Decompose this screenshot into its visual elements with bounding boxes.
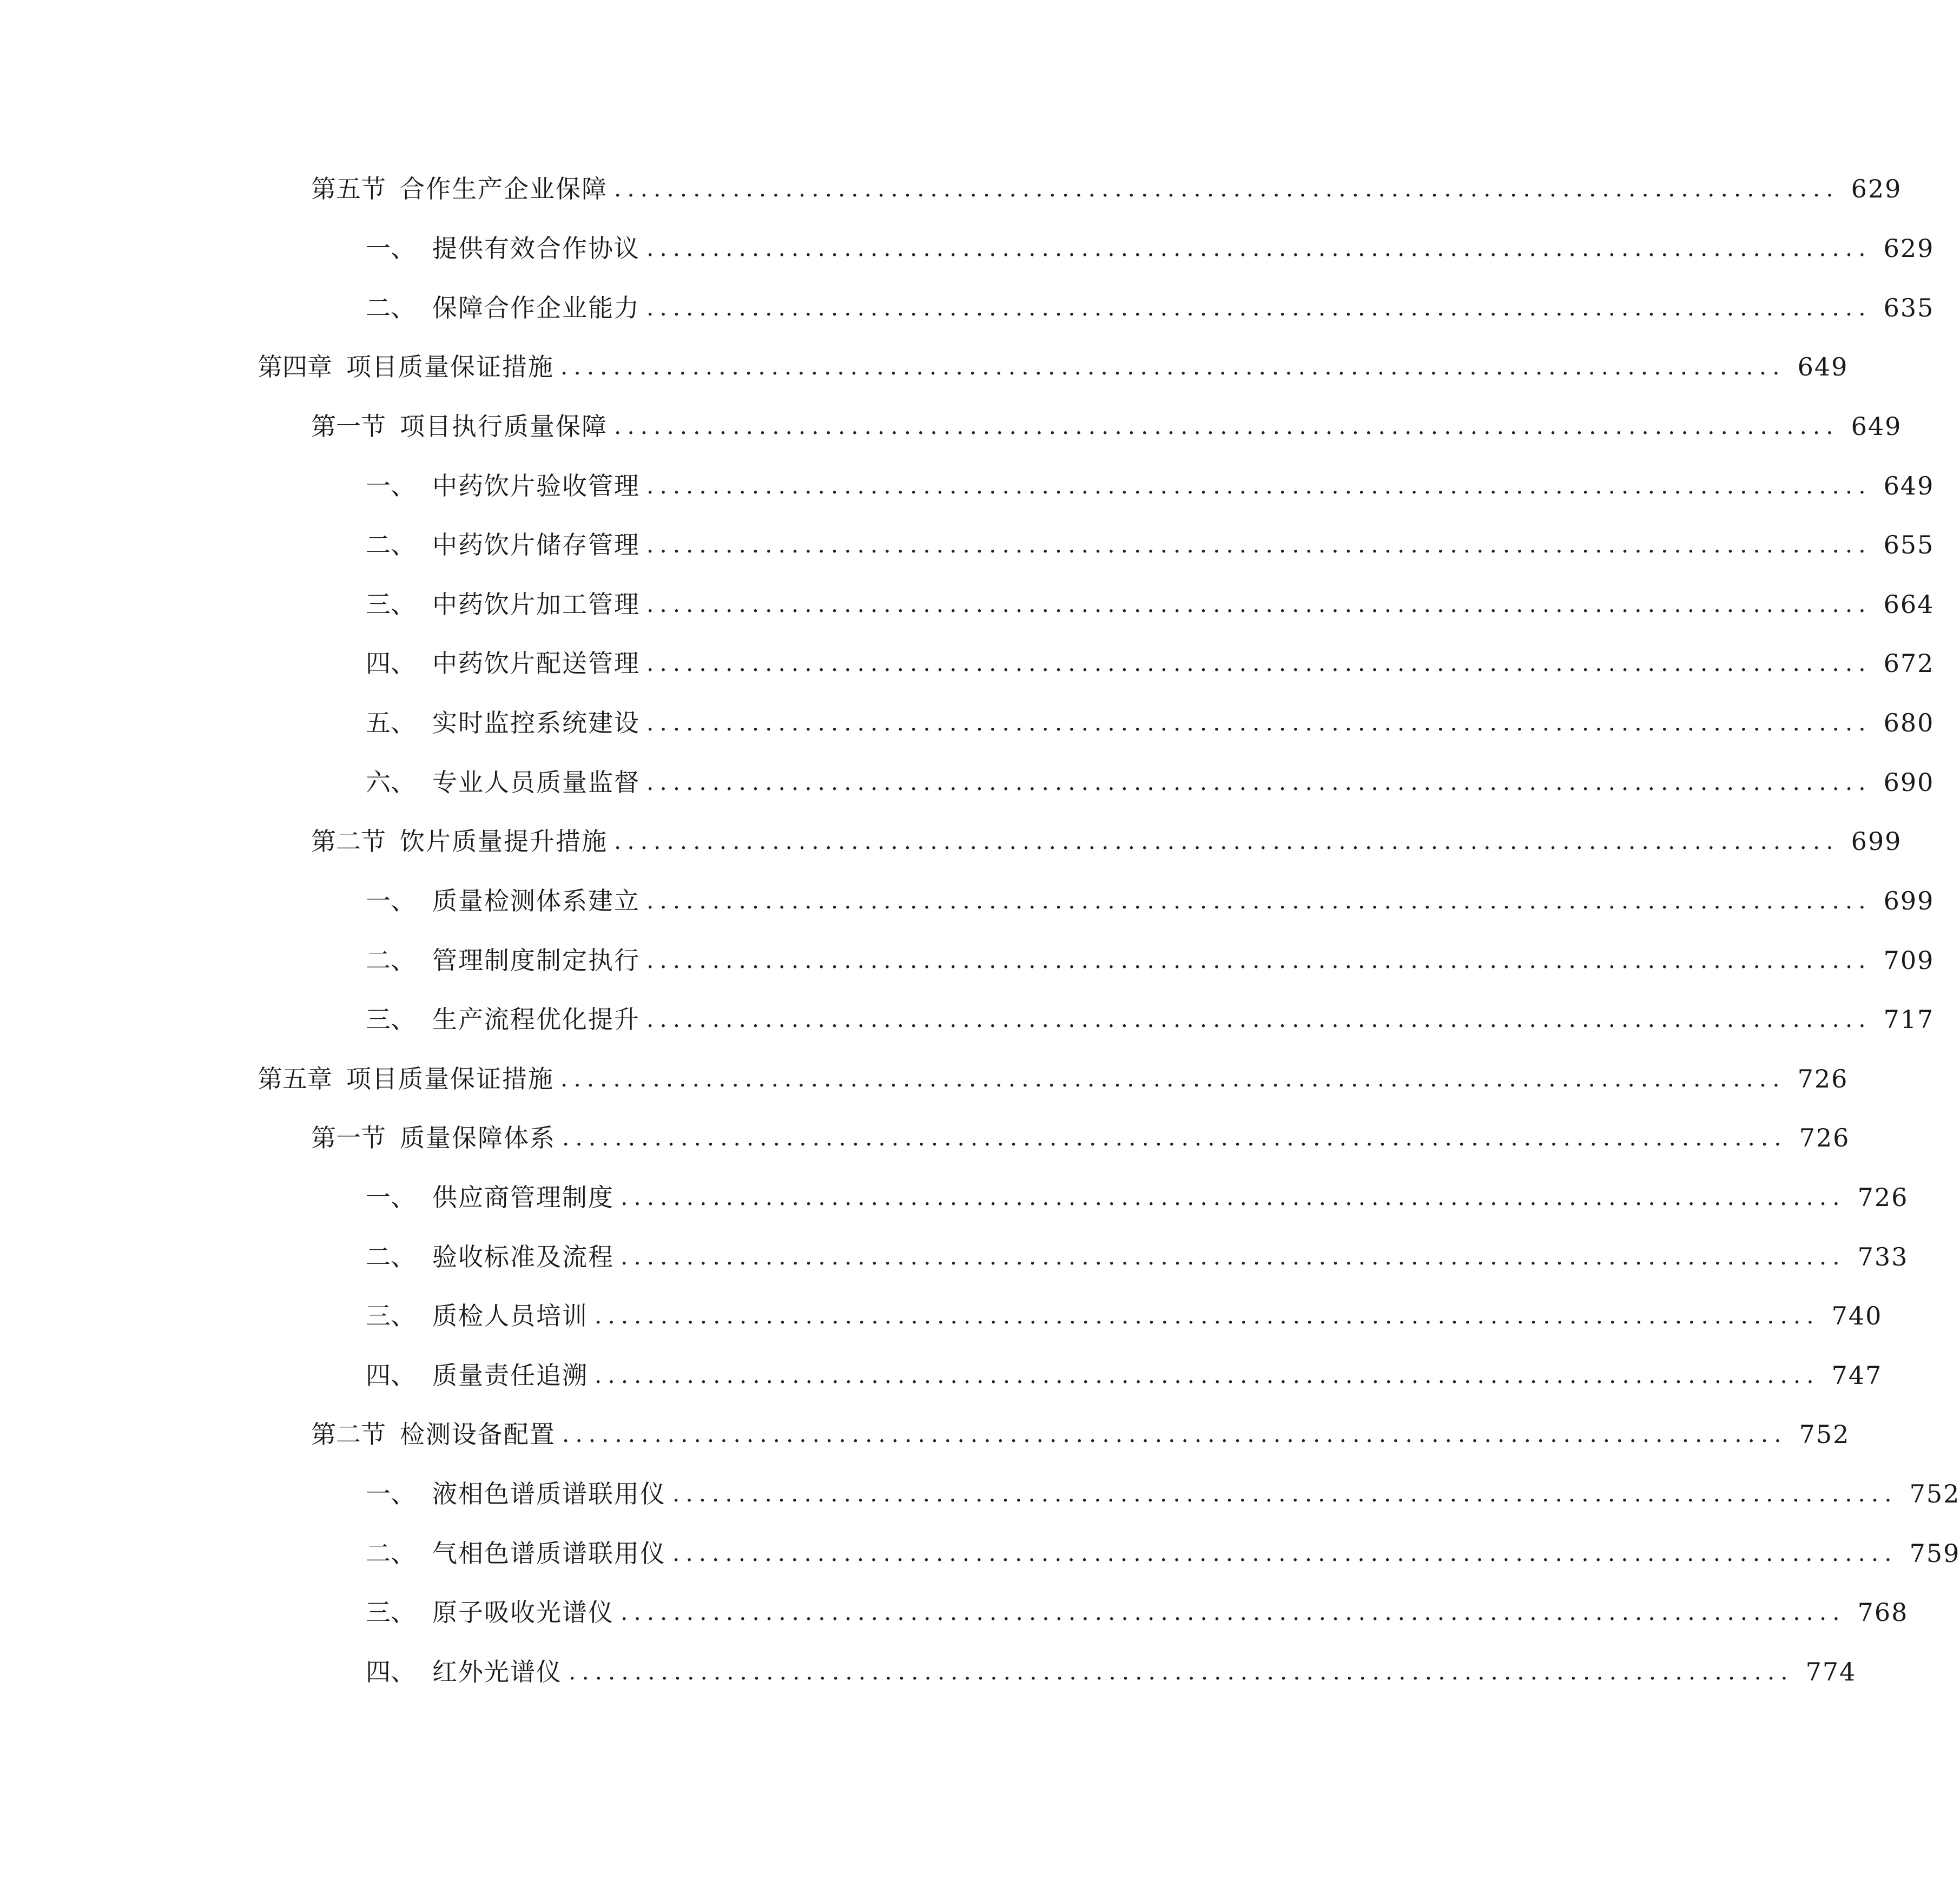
toc-entry-title: 质量责任追溯 [432,1361,588,1390]
toc-entry-title: 管理制度制定执行 [432,946,640,975]
dot-leader: ............................................................................................. [646,887,1872,914]
toc-entry-title: 验收标准及流程 [432,1242,614,1271]
toc-entry-title: 合作生产企业保障 [400,174,608,203]
toc-entry-title: 提供有效合作协议 [432,234,640,263]
dot-leader: ............................................................................................. [595,1302,1820,1329]
toc-entry-number: 一、 [366,471,415,500]
toc-entry-number: 第五章 [258,1064,332,1093]
toc-entry-number: 二、 [366,946,415,975]
dot-leader: ............................................................................................. [672,1480,1898,1507]
dot-leader: ............................................................................................. [646,531,1872,558]
toc-entry-page: 759 [1909,1539,1960,1568]
toc-entry-item[interactable] [366,1235,1909,1278]
toc-entry-page: 768 [1857,1598,1909,1627]
toc-entry-number: 二、 [366,530,415,559]
toc-entry-item[interactable] [366,1176,1909,1219]
toc-entry-page: 747 [1831,1361,1883,1390]
dot-leader: ............................................................................................. [621,1599,1846,1625]
toc-entry-item[interactable] [366,1650,1857,1693]
toc-entry-item[interactable] [366,998,1935,1041]
toc-entry-item[interactable] [366,701,1935,744]
toc-entry-page: 635 [1883,293,1935,322]
toc-entry-page: 629 [1851,174,1902,203]
toc-entry-section[interactable] [311,1116,1850,1159]
dot-leader: ............................................................................................. [646,591,1872,617]
dot-leader: ............................................................................................. [646,709,1872,736]
toc-entry-title: 项目质量保证措施 [346,1064,554,1093]
toc-entry-number: 六、 [366,768,415,797]
toc-entry-title: 生产流程优化提升 [432,1005,640,1034]
toc-entry-title: 中药饮片配送管理 [432,649,640,678]
toc-entry-section[interactable] [311,820,1902,863]
toc-entry-chapter[interactable] [258,1057,1849,1100]
toc-entry-page: 752 [1799,1420,1850,1449]
toc-entry-number: 五、 [366,708,415,737]
toc-entry-number: 三、 [366,1301,415,1330]
toc-entry-page: 740 [1831,1301,1883,1330]
toc-entry-number: 第一节 [311,1123,386,1152]
toc-entry-page: 717 [1883,1005,1935,1034]
toc-entry-number: 一、 [366,1479,415,1508]
dot-leader: ............................................................................................. [614,175,1839,202]
toc-entry-number: 第一节 [311,412,386,441]
toc-entry-page: 649 [1797,352,1849,381]
toc-entry-page: 699 [1883,886,1935,915]
toc-entry-item[interactable] [366,464,1935,508]
toc-entry-title: 质量检测体系建立 [432,886,640,915]
toc-entry-item[interactable] [366,286,1935,329]
dot-leader: ............................................................................................. [562,1124,1787,1151]
toc-entry-number: 一、 [366,234,415,263]
toc-entry-title: 质量保障体系 [400,1123,556,1152]
toc-entry-title: 中药饮片储存管理 [432,530,640,559]
toc-entry-page: 752 [1909,1479,1960,1508]
toc-entry-number: 第四章 [258,352,332,381]
toc-entry-title: 检测设备配置 [400,1420,556,1449]
toc-entry-title: 原子吸收光谱仪 [432,1598,614,1627]
toc-entry-item[interactable] [366,583,1935,626]
toc-entry-title: 项目质量保证措施 [346,352,554,381]
dot-leader: ............................................................................................. [621,1243,1846,1270]
dot-leader: ............................................................................................. [646,472,1872,499]
toc-entry-number: 一、 [366,886,415,915]
toc-entry-title: 中药饮片验收管理 [432,471,640,500]
dot-leader: ............................................................................................. [646,294,1872,321]
dot-leader: ............................................................................................. [646,769,1872,795]
toc-entry-page: 774 [1805,1657,1857,1686]
toc-entry-title: 质检人员培训 [432,1301,588,1330]
toc-entry-page: 699 [1851,827,1902,856]
toc-entry-page: 726 [1799,1123,1850,1152]
toc-entry-number: 二、 [366,293,415,322]
toc-entry-title: 保障合作企业能力 [432,293,640,322]
toc-entry-page: 726 [1797,1064,1849,1093]
toc-entry-number: 二、 [366,1539,415,1568]
toc-entry-title: 项目执行质量保障 [400,412,608,441]
dot-leader: ............................................................................................. [614,413,1839,439]
toc-entry-number: 二、 [366,1242,415,1271]
toc-entry-number: 第二节 [311,1420,386,1449]
toc-entry-section[interactable] [311,167,1902,210]
toc-entry-title: 供应商管理制度 [432,1183,614,1212]
dot-leader: ............................................................................................. [646,1006,1872,1032]
dot-leader: ............................................................................................. [569,1658,1794,1685]
toc-entry-item[interactable] [366,1294,1883,1337]
toc-entry-item[interactable] [366,1354,1883,1397]
toc-entry-number: 三、 [366,590,415,619]
toc-entry-item[interactable] [366,879,1935,922]
toc-entry-page: 709 [1883,946,1935,975]
toc-entry-number: 四、 [366,1361,415,1390]
toc-entry-title: 气相色谱质谱联用仪 [432,1539,666,1568]
toc-entry-title: 中药饮片加工管理 [432,590,640,619]
toc-entry-page: 649 [1883,471,1935,500]
dot-leader: ............................................................................................. [646,650,1872,676]
toc-entry-page: 726 [1857,1183,1909,1212]
toc-entry-section[interactable] [311,1413,1850,1456]
toc-entry-number: 第五节 [311,174,386,203]
toc-entry-title: 饮片质量提升措施 [400,827,608,856]
toc-entry-title: 实时监控系统建设 [432,708,640,737]
toc-entry-title: 红外光谱仪 [432,1657,562,1686]
toc-entry-page: 672 [1883,649,1935,678]
dot-leader: ............................................................................................. [595,1362,1820,1388]
dot-leader: ............................................................................................. [560,353,1786,380]
toc-entry-number: 第二节 [311,827,386,856]
toc-entry-item[interactable] [366,1532,1960,1575]
toc-entry-page: 664 [1883,590,1935,619]
toc-entry-page: 655 [1883,530,1935,559]
toc-entry-item[interactable] [366,227,1935,270]
toc-entry-item[interactable] [366,1591,1909,1634]
dot-leader: ............................................................................................. [614,828,1839,854]
dot-leader: ............................................................................................. [562,1421,1787,1447]
toc-entry-item[interactable] [366,642,1935,685]
dot-leader: ............................................................................................. [646,947,1872,973]
toc-entry-title: 专业人员质量监督 [432,768,640,797]
toc-entry-number: 三、 [366,1005,415,1034]
toc-entry-item[interactable] [366,761,1935,804]
toc-entry-item[interactable] [366,523,1935,566]
toc-entry-title: 液相色谱质谱联用仪 [432,1479,666,1508]
toc-entry-number: 四、 [366,1657,415,1686]
dot-leader: ............................................................................................. [560,1065,1786,1092]
toc-entry-number: 四、 [366,649,415,678]
toc-entry-page: 680 [1883,708,1935,737]
toc-entry-page: 690 [1883,768,1935,797]
toc-entry-item[interactable] [366,1472,1960,1515]
toc-entry-item[interactable] [366,939,1935,982]
toc-entry-page: 649 [1851,412,1902,441]
toc-entry-number: 一、 [366,1183,415,1212]
toc-entry-section[interactable] [311,405,1902,448]
toc-entry-page: 733 [1857,1242,1909,1271]
dot-leader: ............................................................................................. [646,235,1872,261]
toc-entry-chapter[interactable] [258,345,1849,388]
dot-leader: ............................................................................................. [672,1540,1898,1566]
toc-entry-number: 三、 [366,1598,415,1627]
dot-leader: ............................................................................................. [621,1184,1846,1210]
toc-entry-page: 629 [1883,234,1935,263]
